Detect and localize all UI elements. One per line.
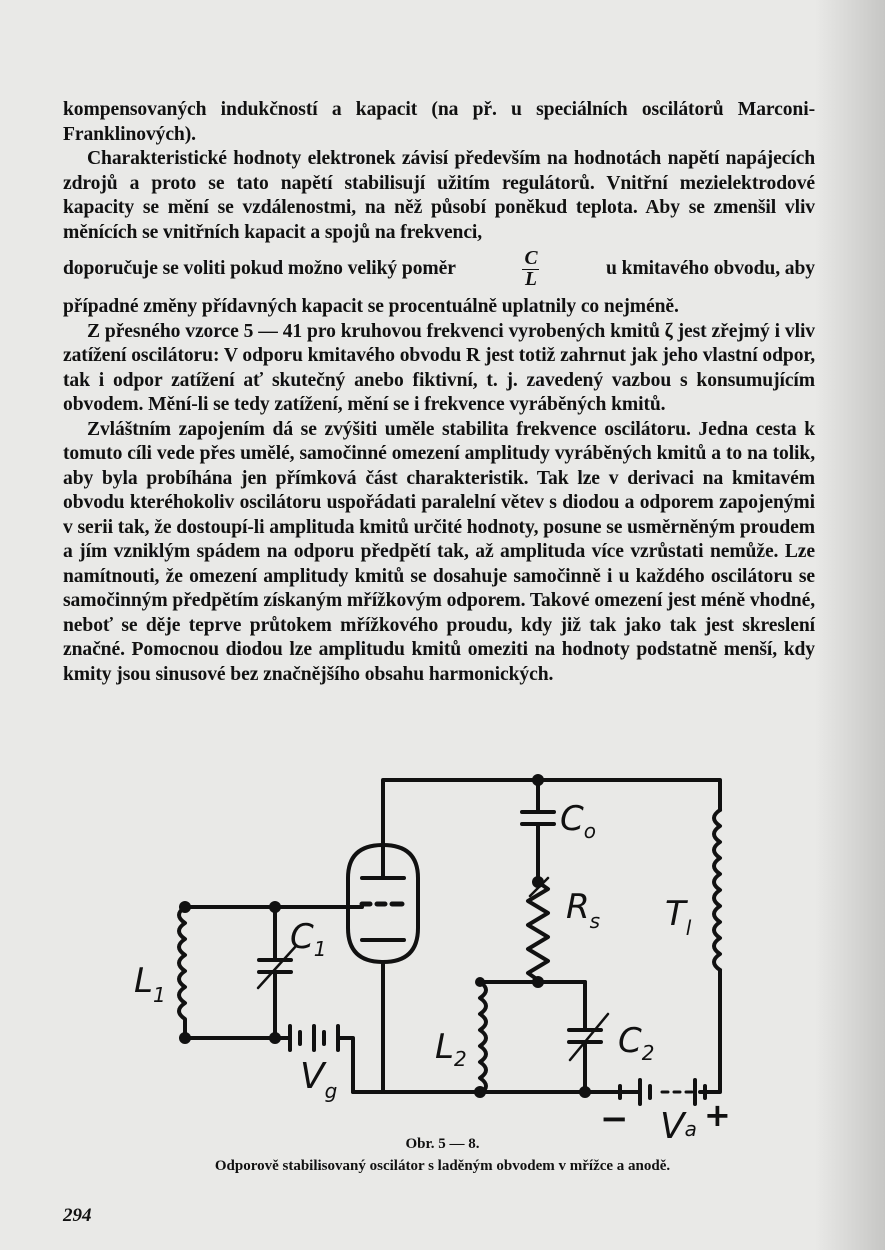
paragraph-4: Zvláštním zapojením dá se zvýšiti uměle stabilita frekvence oscilátoru. Jedna cesta k tomuto cíli vede přes umělé, samočinné omezení amplitudy vyráběných kmitů a to na tolik, aby byla probíhána jen přímková část charakteristik. Tak lze v derivaci na kmitavém obvodu kteréhokoliv oscilátoru uspořádati paralelní větev s diodou a odporem zapojenými v serii tak, že dostoupí-li amplituda kmitů určité hodnoty, posune se usměrněným proudem a jím vzniklým spádem na odporu předpětí tak, až amplituda více vzrůstati nemůže. Lze namítnouti, že omezení amplitudy kmitů se dosahuje samočinně i u každého oscilátoru se samočinným předpětím získaným mřížkovým odporem. Takové omezení jest méně vhodné, neboť se děje teprve průtokem mřížkového proudu, kdy již tak jako tak jest skreslení značné. Pomocnou diodou lze amplitudu kmitů omeziti na hodnoty podstatně menší, kdy kmity jsou sinusové bez značnějšího obsahu harmonických. <box>63 418 815 685</box>
paragraph-3: Z přesného vzorce 5 — 41 pro kruhovou frekvenci vyrobených kmitů ζ jest zřejmý i vliv zatížení oscilátoru: V odporu kmitavého obvodu R jest totiž zahrnut jak jeho vlastní odpor, tak i odpor zatížení ať skutečný anebo fiktivní, t. j. zavedený vazbou s konsumujícím obvodem. Mění-li se tedy zatížení, mění se i frekvence vyráběných kmitů. <box>63 320 815 415</box>
label-c1: $C_1$ <box>290 917 327 961</box>
figure-caption: Odporově stabilisovaný oscilátor s laděným obvodem v mřížce a anodě. <box>214 1158 671 1174</box>
circuit-diagram <box>130 770 750 1140</box>
label-vg: $V_g$ <box>300 1056 338 1103</box>
right-wire <box>700 970 720 1092</box>
body-text <box>63 98 815 687</box>
label-c0: $C_o$ <box>560 799 596 843</box>
ratio-denominator: L <box>525 268 537 290</box>
label-va: Va <box>660 1106 697 1140</box>
c1-capacitor <box>259 907 291 1038</box>
paragraph-1: kompensovaných indukčností a kapacit (na př. u speciálních oscilátorů Marconi-Franklinových). <box>63 99 815 145</box>
label-l1: $L_1$ <box>134 961 166 1007</box>
label-plus: + <box>704 1096 731 1134</box>
label-l2: $L_2$ <box>435 1027 467 1071</box>
l2-coil <box>480 982 486 1094</box>
fraction-line-before: doporučuje se voliti pokud možno veliký poměr <box>63 257 456 279</box>
top-wire <box>383 780 720 878</box>
figure-number: Obr. 5 — 8. <box>405 1136 480 1152</box>
label-minus: − <box>600 1099 629 1139</box>
ratio-numerator: C <box>524 247 538 269</box>
fraction-line-after: u kmitavého obvodu, aby <box>606 257 815 279</box>
ratio-c-over-l <box>522 249 539 290</box>
page-edge-shadow <box>815 0 885 1250</box>
paragraph-2: Charakteristické hodnoty elektronek závisí především na hodnotách napětí napájecích zdrojů a proto se tato napětí stabilisují užitím regulátorů. Vnitřní mezielektrodové kapacity se mění se vzdálenostmi, na něž působí poněkud teplota. Aby se zmenšil vliv měnících se vnitřních kapacit a spojů na frekvenci, <box>63 148 815 243</box>
fraction-line <box>63 243 815 295</box>
vg-battery <box>290 1026 338 1050</box>
tl-coil <box>714 810 720 970</box>
l1-coil <box>179 907 185 1038</box>
circuit-svg <box>130 770 750 1140</box>
page-number: 294 <box>63 1205 92 1226</box>
label-rs: $R_s$ <box>566 887 601 933</box>
label-c2: $C_2$ <box>618 1021 655 1065</box>
c2-capacitor <box>569 982 601 1092</box>
paragraph-2-end: případné změny přídavných kapacit se procentuálně uplatnily co nejméně. <box>63 296 679 317</box>
va-battery-left <box>640 1080 650 1104</box>
rs-resistor <box>528 882 548 982</box>
label-tl: $T_l$ <box>665 894 692 940</box>
